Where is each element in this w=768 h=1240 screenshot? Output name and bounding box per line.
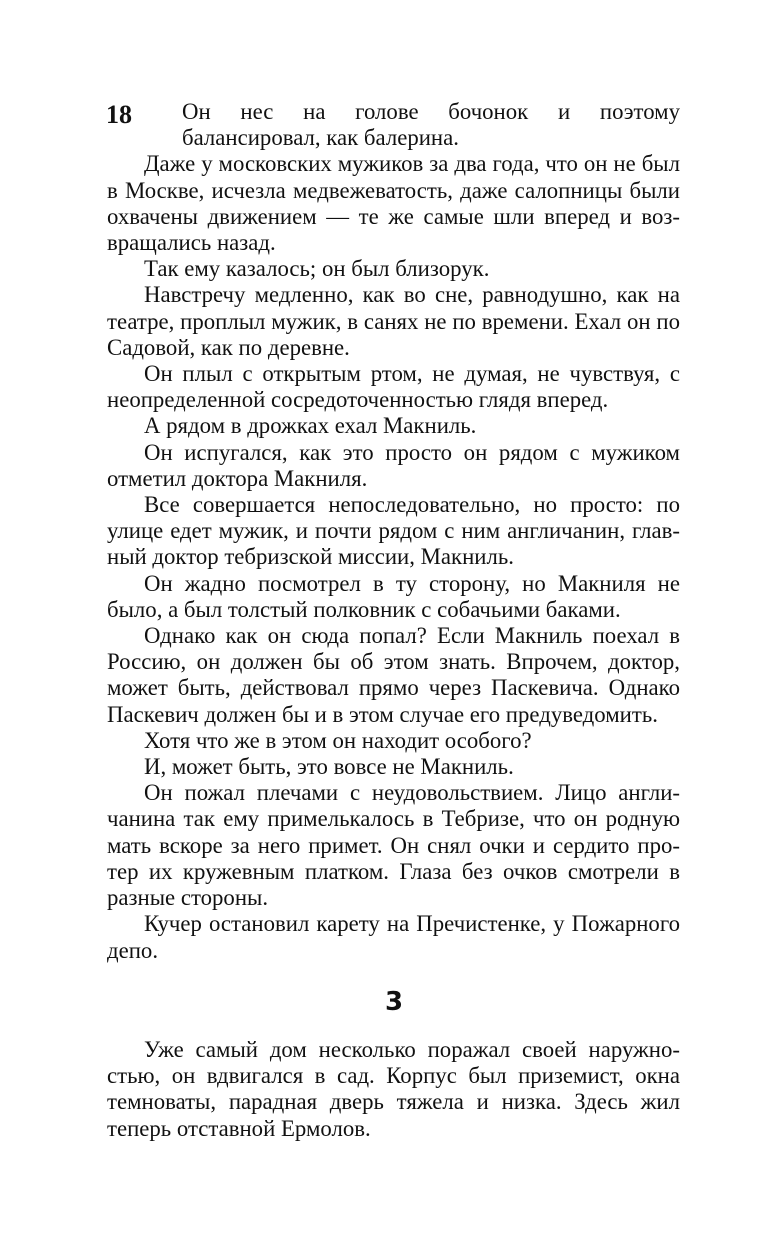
paragraph: Хотя что же в этом он находит особого? <box>144 727 532 753</box>
paragraph: Он жадно посмотрел в ту сторону, но Макниля не было, а был толстый полковник с собачьими баками. <box>107 570 680 622</box>
paragraph: Даже у московских мужиков за два года, что он не был в Москве, исчезла медвежеватость, даже салопницы были охвачены движением — те же самые шли вперед и возвращались назад. <box>107 151 680 256</box>
paragraph: Он пожал плечами с неудовольствием. Лицо англичанина так ему примелькалось в Тебризе, что он родную мать вскоре за него примет. Он снял очки и сердито протер их кружевным платком. Глаза без очков смотрели в разные стороны. <box>107 780 680 911</box>
paragraph: Кучер остановил карету на Пречистенке, у Пожарного депо. <box>107 911 680 963</box>
chapter-heading: 3 <box>384 987 404 1017</box>
paragraph: Он плыл с открытым ртом, не думая, не чувствуя, с неопределенной сосредоточенностью глядя вперед. <box>107 361 680 413</box>
paragraph: Так ему казалось; он был близорук. <box>144 256 490 282</box>
paragraph: Однако как он сюда попал? Если Макниль поехал в Россию, он должен бы об этом знать. Впрочем, доктор, может быть, действовал прямо через Паскевича. Однако Паскевич должен бы и в этом случае его предуведомить. <box>107 623 680 727</box>
paragraph: Он испугался, как это просто он рядом с мужиком отметил доктора Макниля. <box>107 439 680 491</box>
page-number: 18 <box>106 100 132 129</box>
paragraph: Все совершается непоследовательно, но просто: по улице едет мужик, и почти рядом с ним англичанин, главный доктор тебризской миссии, Макниль. <box>107 492 680 570</box>
text-block-top <box>107 99 680 964</box>
paragraph: А рядом в дрожках ехал Макниль. <box>144 413 477 439</box>
text-block-bottom <box>107 1037 680 1142</box>
paragraph: Уже самый дом несколько поражал своей наружностью, он вдвигался в сад. Корпус был приземист, окна темноваты, парадная дверь тяжела и низка. Здесь жил теперь отставной Ермолов. <box>107 1037 680 1141</box>
paragraph: Он нес на голове бочонок и поэтому балансировал, как балерина. <box>182 99 680 151</box>
paragraph: Навстречу медленно, как во сне, равнодушно, как на театре, проплыл мужик, в санях не по времени. Ехал он по Садовой, как по деревне. <box>107 282 680 360</box>
paragraph: И, может быть, это вовсе не Макниль. <box>144 754 514 780</box>
